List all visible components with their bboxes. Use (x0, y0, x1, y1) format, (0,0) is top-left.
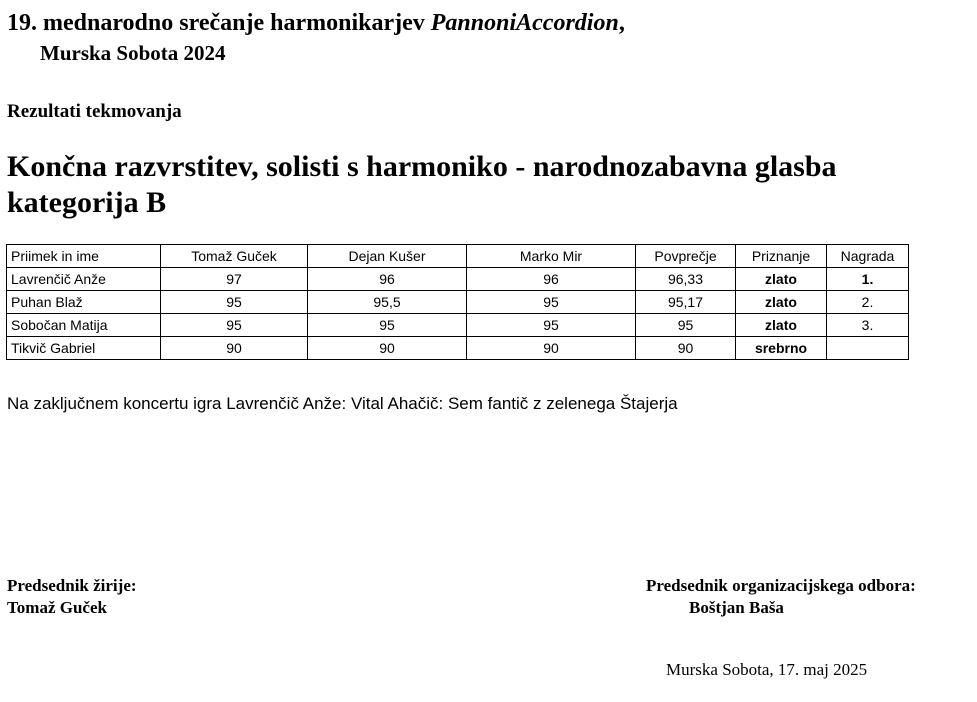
results-label: Rezultati tekmovanja (7, 101, 182, 122)
cell-score: 97 (161, 268, 308, 291)
cell-name: Puhan Blaž (7, 291, 161, 314)
col-header-judge3: Marko Mir (467, 245, 636, 268)
cell-award: 1. (827, 268, 909, 291)
place-date: Murska Sobota, 17. maj 2025 (666, 660, 868, 679)
cell-average: 96,33 (636, 268, 736, 291)
cell-name: Lavrenčič Anže (7, 268, 161, 291)
jury-president-label: Predsednik žirije: (7, 576, 137, 595)
cell-recognition: zlato (736, 314, 827, 337)
col-header-judge2: Dejan Kušer (308, 245, 467, 268)
table-row (7, 268, 909, 291)
cell-score: 90 (308, 337, 467, 360)
org-president-label: Predsednik organizacijskega odbora: (646, 576, 916, 595)
col-header-judge1: Tomaž Guček (161, 245, 308, 268)
cell-award (827, 337, 909, 360)
col-header-name: Priimek in ime (7, 245, 161, 268)
document-title (7, 10, 625, 37)
section-heading-line2: kategorija B (7, 186, 167, 219)
cell-recognition: zlato (736, 291, 827, 314)
col-header-award: Nagrada (827, 245, 909, 268)
cell-score: 96 (467, 268, 636, 291)
table-row (7, 291, 909, 314)
table-row (7, 337, 909, 360)
cell-score: 95 (467, 314, 636, 337)
cell-score: 95 (161, 291, 308, 314)
cell-score: 96 (308, 268, 467, 291)
table-row (7, 314, 909, 337)
col-header-average: Povprečje (636, 245, 736, 268)
cell-award: 2. (827, 291, 909, 314)
results-table (6, 244, 909, 360)
jury-president-name: Tomaž Guček (7, 598, 107, 617)
cell-name: Sobočan Matija (7, 314, 161, 337)
section-heading-line1: Končna razvrstitev, solisti s harmoniko - narodnozabavna glasba (7, 150, 837, 183)
col-header-recognition: Priznanje (736, 245, 827, 268)
cell-recognition: srebrno (736, 337, 827, 360)
cell-score: 95,5 (308, 291, 467, 314)
cell-average: 95 (636, 314, 736, 337)
cell-recognition: zlato (736, 268, 827, 291)
cell-score: 90 (161, 337, 308, 360)
cell-award: 3. (827, 314, 909, 337)
cell-score: 95 (467, 291, 636, 314)
concert-note: Na zaključnem koncertu igra Lavrenčič Anže: Vital Ahačič: Sem fantič z zelenega Štajerja (7, 394, 678, 413)
org-president-name: Boštjan Baša (689, 598, 784, 617)
cell-score: 95 (161, 314, 308, 337)
cell-average: 90 (636, 337, 736, 360)
cell-name: Tikvič Gabriel (7, 337, 161, 360)
cell-average: 95,17 (636, 291, 736, 314)
cell-score: 90 (467, 337, 636, 360)
table-header-row (7, 245, 909, 268)
title-prefix: 19. mednarodno srečanje harmonikarjev (7, 10, 431, 36)
document-subtitle: Murska Sobota 2024 (40, 41, 226, 65)
event-name: PannoniAccordion (430, 10, 619, 36)
cell-score: 95 (308, 314, 467, 337)
title-suffix: , (618, 10, 625, 36)
